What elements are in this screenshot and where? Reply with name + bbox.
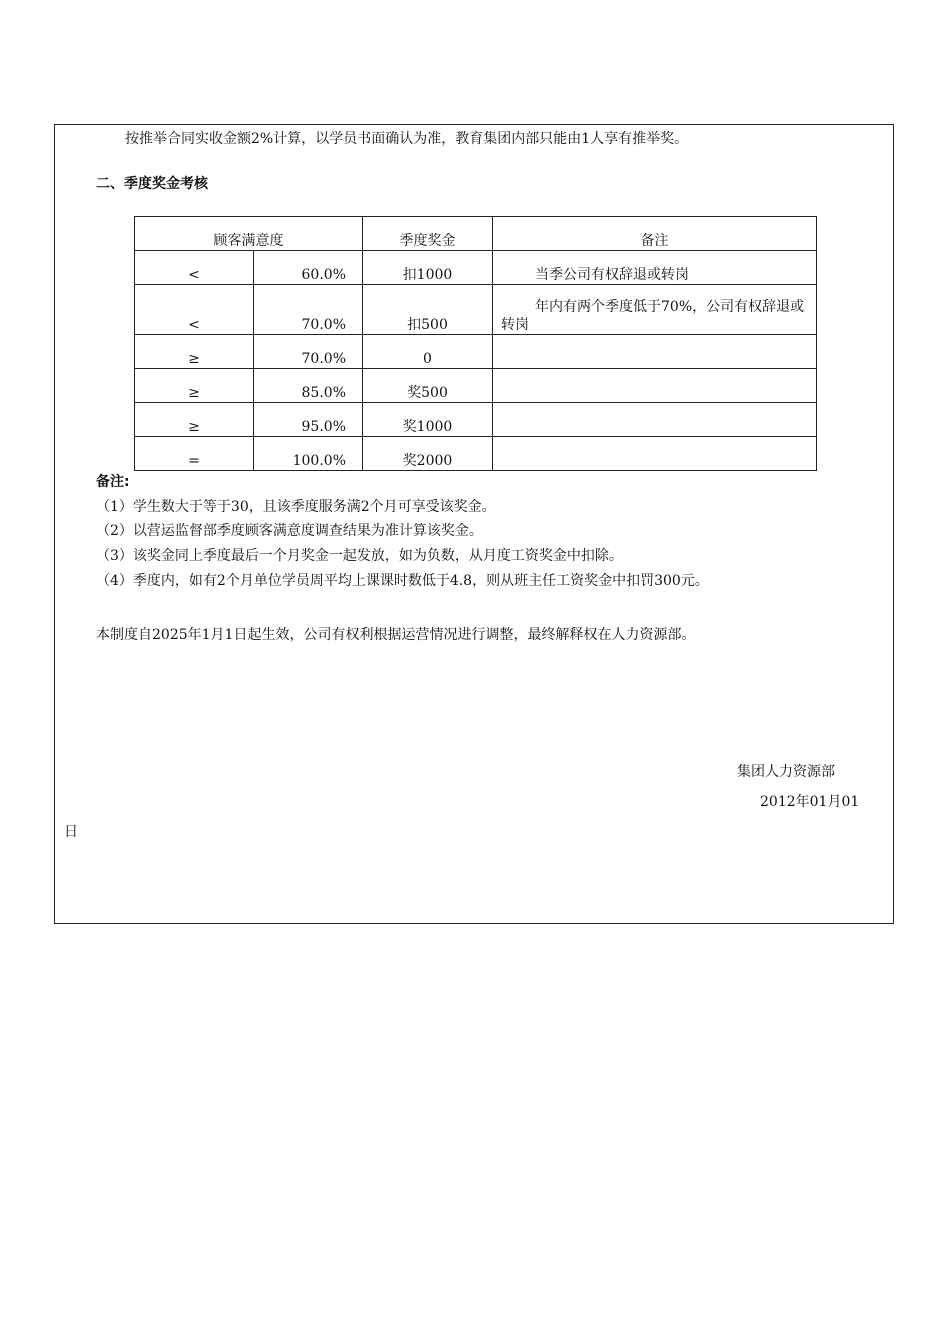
row-operator: = bbox=[135, 437, 254, 471]
notes-title: 备注: bbox=[96, 474, 130, 490]
signature-department: 集团人力资源部 bbox=[737, 764, 835, 780]
row-bonus: 奖500 bbox=[363, 369, 493, 403]
row-remark bbox=[493, 437, 817, 471]
intro-paragraph: 按推举合同实收金额2%计算，以学员书面确认为准，教育集团内部只能由1人享有推举奖。 bbox=[125, 131, 689, 147]
note-item-2: （2）以营运监督部季度顾客满意度调查结果为准计算该奖金。 bbox=[96, 523, 483, 539]
note-item-1: （1）学生数大于等于30，且该季度服务满2个月可享受该奖金。 bbox=[96, 499, 496, 515]
table-header-row bbox=[135, 217, 817, 251]
row-percentage: 60.0% bbox=[254, 251, 363, 285]
row-remark: 当季公司有权辞退或转岗 bbox=[493, 251, 817, 285]
row-operator: < bbox=[135, 251, 254, 285]
row-remark: 年内有两个季度低于70%，公司有权辞退或转岗 bbox=[493, 285, 817, 335]
section-title-quarterly-bonus: 二、季度奖金考核 bbox=[96, 176, 208, 192]
table-row bbox=[135, 403, 817, 437]
row-percentage: 70.0% bbox=[254, 335, 363, 369]
header-satisfaction: 顾客满意度 bbox=[135, 217, 363, 251]
row-bonus: 扣500 bbox=[363, 285, 493, 335]
row-bonus: 奖1000 bbox=[363, 403, 493, 437]
table-row bbox=[135, 437, 817, 471]
row-percentage: 95.0% bbox=[254, 403, 363, 437]
row-remark bbox=[493, 335, 817, 369]
header-remark: 备注 bbox=[493, 217, 817, 251]
table-row bbox=[135, 285, 817, 335]
note-item-3: （3）该奖金同上季度最后一个月奖金一起发放，如为负数，从月度工资奖金中扣除。 bbox=[96, 548, 623, 564]
row-percentage: 85.0% bbox=[254, 369, 363, 403]
effective-statement: 本制度自2025年1月1日起生效，公司有权利根据运营情况进行调整，最终解释权在人力资源部。 bbox=[96, 627, 696, 643]
table-row bbox=[135, 251, 817, 285]
row-bonus: 奖2000 bbox=[363, 437, 493, 471]
signature-date: 2012年01月01 bbox=[760, 794, 860, 810]
table-row bbox=[135, 369, 817, 403]
row-operator: ≥ bbox=[135, 403, 254, 437]
quarterly-bonus-table bbox=[134, 216, 817, 471]
row-bonus: 扣1000 bbox=[363, 251, 493, 285]
row-operator: ≥ bbox=[135, 369, 254, 403]
row-percentage: 100.0% bbox=[254, 437, 363, 471]
row-remark bbox=[493, 403, 817, 437]
row-remark bbox=[493, 369, 817, 403]
row-operator: < bbox=[135, 285, 254, 335]
row-bonus: 0 bbox=[363, 335, 493, 369]
signature-date-tail: 日 bbox=[64, 824, 78, 840]
note-item-4: （4）季度内，如有2个月单位学员周平均上课课时数低于4.8，则从班主任工资奖金中扣罚300元。 bbox=[96, 573, 709, 589]
table-row bbox=[135, 335, 817, 369]
row-percentage: 70.0% bbox=[254, 285, 363, 335]
row-operator: ≥ bbox=[135, 335, 254, 369]
header-bonus: 季度奖金 bbox=[363, 217, 493, 251]
